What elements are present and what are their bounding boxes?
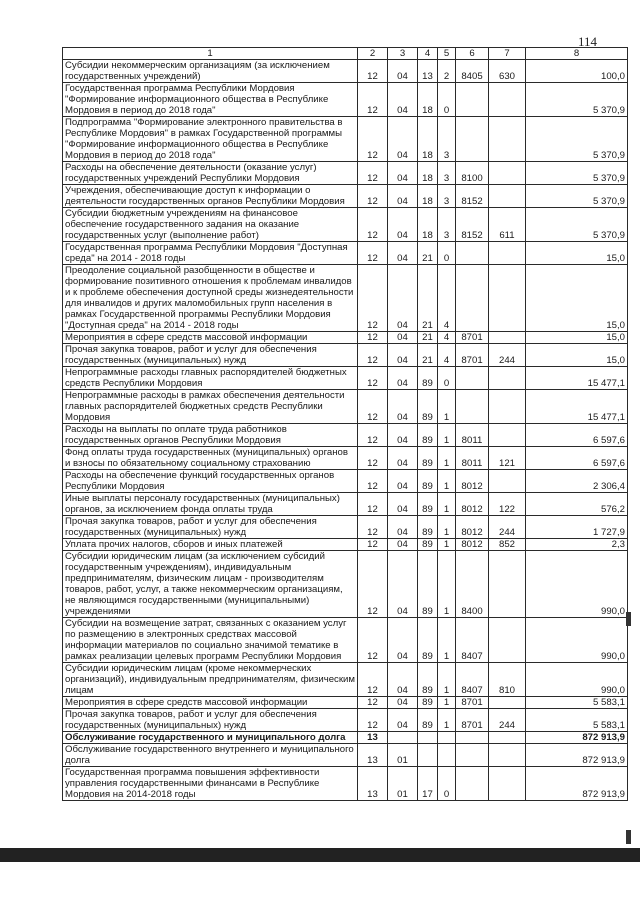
- col-expense-type: [489, 618, 526, 663]
- col-subprogram: 0: [438, 83, 456, 117]
- table-row: [63, 367, 628, 390]
- col-subprogram: 1: [438, 551, 456, 618]
- col-expense-type: [489, 162, 526, 185]
- col-subprogram: 1: [438, 493, 456, 516]
- table-row: [63, 744, 628, 767]
- col-expense-type: 121: [489, 447, 526, 470]
- col-subprogram: 4: [438, 332, 456, 344]
- col-section: 12: [358, 618, 388, 663]
- col-amount: 1 727,9: [526, 516, 628, 539]
- col-subsection: 04: [388, 344, 418, 367]
- col-amount: 5 370,9: [526, 83, 628, 117]
- col-subprogram: 0: [438, 242, 456, 265]
- row-name: Субсидии на возмещение затрат, связанных с оказанием услуг по размещению в электронных средствах массовой информации материалов по социально значимой тематике в рамках реализации целевых программ Республики Мордовия: [63, 618, 358, 663]
- col-amount: 6 597,6: [526, 447, 628, 470]
- table-row: [63, 709, 628, 732]
- col-section: 12: [358, 697, 388, 709]
- col-target: 8701: [456, 697, 489, 709]
- table-row: [63, 242, 628, 265]
- row-name: Мероприятия в сфере средств массовой информации: [63, 697, 358, 709]
- col-target: 8701: [456, 344, 489, 367]
- col-program: 89: [418, 516, 438, 539]
- table-row: [63, 618, 628, 663]
- row-name: Расходы на обеспечение функций государственных органов Республики Мордовия: [63, 470, 358, 493]
- col-expense-type: [489, 117, 526, 162]
- row-name: Прочая закупка товаров, работ и услуг для обеспечения государственных (муниципальных) нужд: [63, 709, 358, 732]
- table-row: [63, 539, 628, 551]
- col-target: [456, 265, 489, 332]
- table-row: [63, 663, 628, 697]
- col-expense-type: [489, 424, 526, 447]
- col-amount: 990,0: [526, 618, 628, 663]
- row-name: Мероприятия в сфере средств массовой информации: [63, 332, 358, 344]
- col-program: 89: [418, 697, 438, 709]
- col-program: 89: [418, 709, 438, 732]
- col-amount: 5 370,9: [526, 117, 628, 162]
- table-row: [63, 424, 628, 447]
- col-target: 8152: [456, 185, 489, 208]
- table-row: [63, 447, 628, 470]
- col-program: 89: [418, 447, 438, 470]
- table-row: [63, 83, 628, 117]
- col-program: 21: [418, 265, 438, 332]
- col-section: 12: [358, 83, 388, 117]
- table-row: [63, 117, 628, 162]
- col-target: [456, 117, 489, 162]
- col-subprogram: 0: [438, 367, 456, 390]
- col-section: 13: [358, 767, 388, 801]
- col-subprogram: 1: [438, 447, 456, 470]
- table-row: [63, 390, 628, 424]
- col-amount: 15 477,1: [526, 367, 628, 390]
- row-name: Непрограммные расходы в рамках обеспечения деятельности главных распорядителей бюджетных средств Республики Мордовия: [63, 390, 358, 424]
- row-name: Субсидии юридическим лицам (кроме некоммерческих организаций), индивидуальным предпринимателям, физическим лицам: [63, 663, 358, 697]
- col-program: 89: [418, 539, 438, 551]
- col-amount: 15 477,1: [526, 390, 628, 424]
- row-name: Субсидии юридическим лицам (за исключением субсидий государственным учреждениям), индивидуальным предпринимателям, физическим лицам - производителям товаров, работ, услуг, а также некоммерческим организациям, не являющимся государственными (муниципальными) учреждениями: [63, 551, 358, 618]
- col-subsection: 04: [388, 242, 418, 265]
- col-amount: 5 583,1: [526, 709, 628, 732]
- col-expense-type: 630: [489, 60, 526, 83]
- row-name: Прочая закупка товаров, работ и услуг для обеспечения государственных (муниципальных) нужд: [63, 516, 358, 539]
- col-expense-type: 852: [489, 539, 526, 551]
- col-target: [456, 242, 489, 265]
- col-target: 8152: [456, 208, 489, 242]
- col-section: 12: [358, 516, 388, 539]
- col-section: 12: [358, 367, 388, 390]
- header-cell: 8: [526, 48, 628, 60]
- col-subsection: 04: [388, 332, 418, 344]
- col-section: 12: [358, 551, 388, 618]
- row-name: Прочая закупка товаров, работ и услуг для обеспечения государственных (муниципальных) нужд: [63, 344, 358, 367]
- col-subsection: 04: [388, 551, 418, 618]
- table-row: [63, 732, 628, 744]
- col-section: 12: [358, 242, 388, 265]
- col-expense-type: 244: [489, 709, 526, 732]
- col-subsection: 04: [388, 367, 418, 390]
- col-expense-type: [489, 767, 526, 801]
- col-section: 12: [358, 390, 388, 424]
- col-section: 12: [358, 493, 388, 516]
- col-subsection: 04: [388, 208, 418, 242]
- col-subprogram: [438, 732, 456, 744]
- col-expense-type: [489, 744, 526, 767]
- table-header-row: [63, 48, 628, 60]
- row-name: Субсидии бюджетным учреждениям на финансовое обеспечение государственного задания на оказание государственных услуг (выполнение работ): [63, 208, 358, 242]
- col-subsection: 04: [388, 663, 418, 697]
- col-section: 12: [358, 447, 388, 470]
- col-target: 8407: [456, 663, 489, 697]
- table-row: [63, 493, 628, 516]
- col-program: 21: [418, 344, 438, 367]
- col-amount: 5 370,9: [526, 185, 628, 208]
- col-program: [418, 732, 438, 744]
- col-target: 8701: [456, 332, 489, 344]
- col-target: 8011: [456, 424, 489, 447]
- col-target: 8400: [456, 551, 489, 618]
- col-program: 18: [418, 208, 438, 242]
- col-section: 13: [358, 744, 388, 767]
- row-name: Иные выплаты персоналу государственных (муниципальных) органов, за исключением фонда оплаты труда: [63, 493, 358, 516]
- col-expense-type: 244: [489, 344, 526, 367]
- col-subprogram: 3: [438, 185, 456, 208]
- col-target: 8012: [456, 516, 489, 539]
- col-subprogram: 1: [438, 470, 456, 493]
- col-expense-type: [489, 332, 526, 344]
- header-cell: 6: [456, 48, 489, 60]
- row-name: Фонд оплаты труда государственных (муниципальных) органов и взносы по обязательному социальному страхованию: [63, 447, 358, 470]
- col-expense-type: [489, 242, 526, 265]
- col-section: 13: [358, 732, 388, 744]
- col-program: 89: [418, 367, 438, 390]
- col-amount: 6 597,6: [526, 424, 628, 447]
- col-amount: 15,0: [526, 265, 628, 332]
- col-expense-type: [489, 265, 526, 332]
- col-subprogram: 0: [438, 767, 456, 801]
- col-section: 12: [358, 265, 388, 332]
- scan-mark: [626, 830, 631, 844]
- col-program: [418, 744, 438, 767]
- row-name: Субсидии некоммерческим организациям (за исключением государственных учреждений): [63, 60, 358, 83]
- col-subsection: 04: [388, 117, 418, 162]
- col-program: 21: [418, 242, 438, 265]
- col-expense-type: 611: [489, 208, 526, 242]
- col-target: 8011: [456, 447, 489, 470]
- table-row: [63, 265, 628, 332]
- row-name: Уплата прочих налогов, сборов и иных платежей: [63, 539, 358, 551]
- row-name: Подпрограмма "Формирование электронного правительства в Республике Мордовия" в рамках Государственной программы "Формирование информационного общества в Республике Мордовия в период до 2018 года": [63, 117, 358, 162]
- col-subprogram: 3: [438, 162, 456, 185]
- col-expense-type: [489, 732, 526, 744]
- table-row: [63, 344, 628, 367]
- col-subprogram: 3: [438, 208, 456, 242]
- col-subprogram: 1: [438, 516, 456, 539]
- col-expense-type: 810: [489, 663, 526, 697]
- col-amount: 990,0: [526, 663, 628, 697]
- col-target: 8012: [456, 493, 489, 516]
- col-subsection: 01: [388, 767, 418, 801]
- col-expense-type: [489, 470, 526, 493]
- col-target: [456, 732, 489, 744]
- row-name: Обслуживание государственного и муниципального долга: [63, 732, 358, 744]
- col-subsection: 04: [388, 447, 418, 470]
- col-program: 89: [418, 493, 438, 516]
- table-row: [63, 208, 628, 242]
- col-expense-type: [489, 551, 526, 618]
- col-target: 8407: [456, 618, 489, 663]
- col-subsection: 04: [388, 162, 418, 185]
- col-target: 8405: [456, 60, 489, 83]
- col-amount: 100,0: [526, 60, 628, 83]
- col-amount: 5 370,9: [526, 162, 628, 185]
- col-program: 21: [418, 332, 438, 344]
- col-subsection: 04: [388, 539, 418, 551]
- scan-mark: [626, 612, 631, 626]
- col-program: 89: [418, 551, 438, 618]
- col-target: 8012: [456, 470, 489, 493]
- col-section: 12: [358, 332, 388, 344]
- col-section: 12: [358, 470, 388, 493]
- col-program: 18: [418, 117, 438, 162]
- col-expense-type: [489, 185, 526, 208]
- row-name: Государственная программа Республики Мордовия "Доступная среда" на 2014 - 2018 годы: [63, 242, 358, 265]
- col-target: [456, 744, 489, 767]
- table-row: [63, 162, 628, 185]
- col-program: 18: [418, 83, 438, 117]
- col-expense-type: [489, 697, 526, 709]
- table-row: [63, 516, 628, 539]
- col-subprogram: 1: [438, 618, 456, 663]
- header-cell: 2: [358, 48, 388, 60]
- col-section: 12: [358, 539, 388, 551]
- col-program: 89: [418, 424, 438, 447]
- table-row: [63, 767, 628, 801]
- col-subprogram: 1: [438, 709, 456, 732]
- col-amount: 872 913,9: [526, 767, 628, 801]
- col-section: 12: [358, 185, 388, 208]
- col-section: 12: [358, 60, 388, 83]
- col-target: [456, 83, 489, 117]
- col-subprogram: 1: [438, 539, 456, 551]
- col-expense-type: [489, 367, 526, 390]
- col-amount: 2 306,4: [526, 470, 628, 493]
- col-program: 17: [418, 767, 438, 801]
- header-cell: 7: [489, 48, 526, 60]
- header-cell: 5: [438, 48, 456, 60]
- col-subsection: 04: [388, 390, 418, 424]
- table-row: [63, 697, 628, 709]
- col-amount: 15,0: [526, 344, 628, 367]
- row-name: Государственная программа повышения эффективности управления государственными финансами в Республике Мордовия на 2014-2018 годы: [63, 767, 358, 801]
- col-program: 89: [418, 618, 438, 663]
- table-row: [63, 470, 628, 493]
- table-row: [63, 551, 628, 618]
- col-subprogram: 2: [438, 60, 456, 83]
- table-row: [63, 332, 628, 344]
- col-subsection: 04: [388, 424, 418, 447]
- col-subprogram: 4: [438, 265, 456, 332]
- header-cell: 3: [388, 48, 418, 60]
- scan-bottom-band: [0, 848, 640, 862]
- col-subsection: 04: [388, 265, 418, 332]
- col-program: 18: [418, 185, 438, 208]
- col-section: 12: [358, 709, 388, 732]
- col-subsection: 04: [388, 83, 418, 117]
- row-name: Расходы на обеспечение деятельности (оказание услуг) государственных учреждений Республики Мордовия: [63, 162, 358, 185]
- col-amount: 2,3: [526, 539, 628, 551]
- col-subprogram: [438, 744, 456, 767]
- col-amount: 5 583,1: [526, 697, 628, 709]
- row-name: Преодоление социальной разобщенности в обществе и формирование позитивного отношения к проблемам инвалидов и к проблеме обеспечения доступной среды жизнедеятельности для инвалидов и других маломобильных групп населения в рамках Государственной программы Республики Мордовия "Доступная среда" на 2014 - 2018 годы: [63, 265, 358, 332]
- col-subprogram: 1: [438, 424, 456, 447]
- col-section: 12: [358, 424, 388, 447]
- row-name: Расходы на выплаты по оплате труда работников государственных органов Республики Мордовия: [63, 424, 358, 447]
- col-target: [456, 767, 489, 801]
- header-cell: 1: [63, 48, 358, 60]
- col-subsection: 04: [388, 618, 418, 663]
- col-subsection: 04: [388, 60, 418, 83]
- col-amount: 15,0: [526, 332, 628, 344]
- col-subsection: 04: [388, 697, 418, 709]
- col-section: 12: [358, 162, 388, 185]
- col-amount: 5 370,9: [526, 208, 628, 242]
- col-subprogram: 1: [438, 697, 456, 709]
- col-amount: 990,0: [526, 551, 628, 618]
- budget-table: [62, 47, 628, 801]
- col-subsection: 04: [388, 709, 418, 732]
- col-subprogram: 4: [438, 344, 456, 367]
- col-section: 12: [358, 663, 388, 697]
- col-subsection: 01: [388, 744, 418, 767]
- col-subsection: 04: [388, 470, 418, 493]
- row-name: Обслуживание государственного внутреннего и муниципального долга: [63, 744, 358, 767]
- header-cell: 4: [418, 48, 438, 60]
- col-program: 18: [418, 162, 438, 185]
- row-name: Учреждения, обеспечивающие доступ к информации о деятельности государственных органов Республики Мордовия: [63, 185, 358, 208]
- col-target: [456, 367, 489, 390]
- col-program: 89: [418, 470, 438, 493]
- col-section: 12: [358, 208, 388, 242]
- col-target: [456, 390, 489, 424]
- col-expense-type: 244: [489, 516, 526, 539]
- table-row: [63, 60, 628, 83]
- col-subprogram: 1: [438, 663, 456, 697]
- col-amount: 15,0: [526, 242, 628, 265]
- row-name: Непрограммные расходы главных распорядителей бюджетных средств Республики Мордовия: [63, 367, 358, 390]
- col-subsection: 04: [388, 185, 418, 208]
- col-amount: 872 913,9: [526, 732, 628, 744]
- col-section: 12: [358, 344, 388, 367]
- col-expense-type: 122: [489, 493, 526, 516]
- col-expense-type: [489, 390, 526, 424]
- col-subprogram: 3: [438, 117, 456, 162]
- col-amount: 872 913,9: [526, 744, 628, 767]
- col-expense-type: [489, 83, 526, 117]
- table-row: [63, 185, 628, 208]
- col-program: 13: [418, 60, 438, 83]
- col-program: 89: [418, 663, 438, 697]
- page-number: 114: [578, 34, 598, 49]
- col-target: 8100: [456, 162, 489, 185]
- col-subsection: [388, 732, 418, 744]
- col-target: 8012: [456, 539, 489, 551]
- col-amount: 576,2: [526, 493, 628, 516]
- col-program: 89: [418, 390, 438, 424]
- col-target: 8701: [456, 709, 489, 732]
- col-subsection: 04: [388, 516, 418, 539]
- col-subprogram: 1: [438, 390, 456, 424]
- row-name: Государственная программа Республики Мордовия "Формирование информационного общества в Республике Мордовия в период до 2018 года": [63, 83, 358, 117]
- col-subsection: 04: [388, 493, 418, 516]
- col-section: 12: [358, 117, 388, 162]
